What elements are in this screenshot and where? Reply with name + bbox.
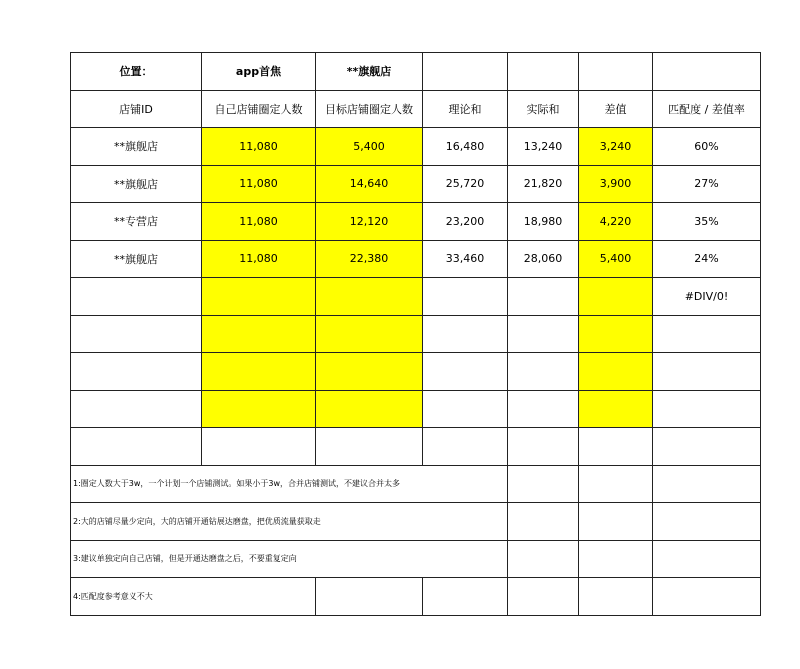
theoretical-sum-cell[interactable] (423, 353, 508, 391)
own-count-cell[interactable] (202, 315, 316, 353)
column-header-row (71, 90, 761, 128)
table-row (71, 390, 761, 428)
difference-cell[interactable]: 4,220 (579, 203, 653, 241)
theoretical-sum-cell[interactable] (423, 278, 508, 316)
empty-cell[interactable] (508, 503, 579, 541)
difference-cell[interactable] (579, 278, 653, 316)
col-header-difference[interactable]: 差值 (579, 90, 653, 128)
target-count-cell[interactable] (316, 353, 423, 391)
match-rate-cell[interactable] (653, 315, 761, 353)
store-id-cell[interactable]: **专营店 (71, 203, 202, 241)
match-rate-cell[interactable]: 60% (653, 128, 761, 166)
actual-sum-cell[interactable] (508, 278, 579, 316)
empty-cell[interactable] (579, 53, 653, 91)
note-text[interactable]: 2:大的店铺尽量少定向，大的店铺开通钻展达磨盘，把优质流量获取走 (71, 503, 508, 541)
table-row (71, 203, 761, 241)
store-id-cell[interactable] (71, 315, 202, 353)
table-row (71, 353, 761, 391)
position-label-cell[interactable]: 位置： (71, 53, 202, 91)
empty-cell[interactable] (579, 578, 653, 616)
empty-cell[interactable] (653, 53, 761, 91)
table-row (71, 315, 761, 353)
actual-sum-cell[interactable] (508, 353, 579, 391)
target-count-cell[interactable] (316, 278, 423, 316)
empty-cell[interactable] (579, 503, 653, 541)
theoretical-sum-cell[interactable]: 33,460 (423, 240, 508, 278)
empty-cell[interactable] (508, 53, 579, 91)
theoretical-sum-cell[interactable]: 25,720 (423, 165, 508, 203)
own-count-cell[interactable]: 11,080 (202, 128, 316, 166)
match-rate-cell[interactable] (653, 390, 761, 428)
difference-cell[interactable] (579, 315, 653, 353)
col-header-theoretical-sum[interactable]: 理论和 (423, 90, 508, 128)
own-count-cell[interactable]: 11,080 (202, 203, 316, 241)
col-header-actual-sum[interactable]: 实际和 (508, 90, 579, 128)
theoretical-sum-cell[interactable]: 16,480 (423, 128, 508, 166)
match-rate-cell[interactable] (653, 428, 761, 466)
difference-cell[interactable] (579, 390, 653, 428)
note-row (71, 465, 761, 503)
target-count-cell[interactable]: 22,380 (316, 240, 423, 278)
note-text[interactable]: 4:匹配度参考意义不大 (71, 578, 316, 616)
own-count-cell[interactable] (202, 390, 316, 428)
actual-sum-cell[interactable] (508, 315, 579, 353)
spreadsheet-table (70, 52, 761, 616)
empty-cell[interactable] (653, 540, 761, 578)
note-text[interactable]: 1:圈定人数大于3w，一个计划一个店铺测试。如果小于3w，合并店铺测试，不建议合并太多 (71, 465, 508, 503)
store-id-cell[interactable] (71, 353, 202, 391)
target-count-cell[interactable]: 5,400 (316, 128, 423, 166)
actual-sum-cell[interactable] (508, 428, 579, 466)
own-count-cell[interactable]: 11,080 (202, 165, 316, 203)
own-count-cell[interactable] (202, 428, 316, 466)
col-header-match-rate[interactable]: 匹配度 / 差值率 (653, 90, 761, 128)
actual-sum-cell[interactable]: 21,820 (508, 165, 579, 203)
actual-sum-cell[interactable]: 13,240 (508, 128, 579, 166)
store-id-cell[interactable]: **旗舰店 (71, 240, 202, 278)
match-rate-cell[interactable]: 27% (653, 165, 761, 203)
empty-cell[interactable] (653, 578, 761, 616)
header-row (71, 53, 761, 91)
empty-cell[interactable] (316, 578, 423, 616)
difference-cell[interactable]: 3,900 (579, 165, 653, 203)
match-rate-cell[interactable]: 35% (653, 203, 761, 241)
table-row (71, 278, 761, 316)
empty-cell[interactable] (508, 465, 579, 503)
empty-cell[interactable] (653, 465, 761, 503)
match-rate-cell[interactable]: #DIV/0! (653, 278, 761, 316)
note-text[interactable]: 3:建议单独定向自己店铺，但是开通达磨盘之后，不要重复定向 (71, 540, 508, 578)
note-row (71, 578, 761, 616)
note-row (71, 503, 761, 541)
actual-sum-cell[interactable] (508, 390, 579, 428)
difference-cell[interactable] (579, 428, 653, 466)
col-header-store-id[interactable]: 店铺ID (71, 90, 202, 128)
empty-cell[interactable] (579, 540, 653, 578)
difference-cell[interactable]: 3,240 (579, 128, 653, 166)
table-row (71, 128, 761, 166)
position-value-cell[interactable]: app首焦 (202, 53, 316, 91)
theoretical-sum-cell[interactable] (423, 390, 508, 428)
match-rate-cell[interactable] (653, 353, 761, 391)
target-count-cell[interactable]: 14,640 (316, 165, 423, 203)
target-count-cell[interactable] (316, 428, 423, 466)
note-row (71, 540, 761, 578)
table-row (71, 165, 761, 203)
match-rate-cell[interactable]: 24% (653, 240, 761, 278)
store-name-cell[interactable]: **旗舰店 (316, 53, 423, 91)
target-count-cell[interactable] (316, 390, 423, 428)
empty-cell[interactable] (508, 578, 579, 616)
own-count-cell[interactable]: 11,080 (202, 240, 316, 278)
col-header-target-count[interactable]: 目标店铺圈定人数 (316, 90, 423, 128)
theoretical-sum-cell[interactable] (423, 428, 508, 466)
difference-cell[interactable]: 5,400 (579, 240, 653, 278)
store-id-cell[interactable] (71, 428, 202, 466)
table-row (71, 240, 761, 278)
empty-cell[interactable] (653, 503, 761, 541)
empty-cell[interactable] (423, 578, 508, 616)
own-count-cell[interactable] (202, 353, 316, 391)
target-count-cell[interactable]: 12,120 (316, 203, 423, 241)
col-header-own-count[interactable]: 自己店铺圈定人数 (202, 90, 316, 128)
own-count-cell[interactable] (202, 278, 316, 316)
theoretical-sum-cell[interactable] (423, 315, 508, 353)
target-count-cell[interactable] (316, 315, 423, 353)
difference-cell[interactable] (579, 353, 653, 391)
actual-sum-cell[interactable]: 28,060 (508, 240, 579, 278)
empty-cell[interactable] (508, 540, 579, 578)
store-id-cell[interactable]: **旗舰店 (71, 128, 202, 166)
empty-cell[interactable] (423, 53, 508, 91)
table-row (71, 428, 761, 466)
store-id-cell[interactable] (71, 390, 202, 428)
store-id-cell[interactable] (71, 278, 202, 316)
theoretical-sum-cell[interactable]: 23,200 (423, 203, 508, 241)
store-id-cell[interactable]: **旗舰店 (71, 165, 202, 203)
actual-sum-cell[interactable]: 18,980 (508, 203, 579, 241)
empty-cell[interactable] (579, 465, 653, 503)
